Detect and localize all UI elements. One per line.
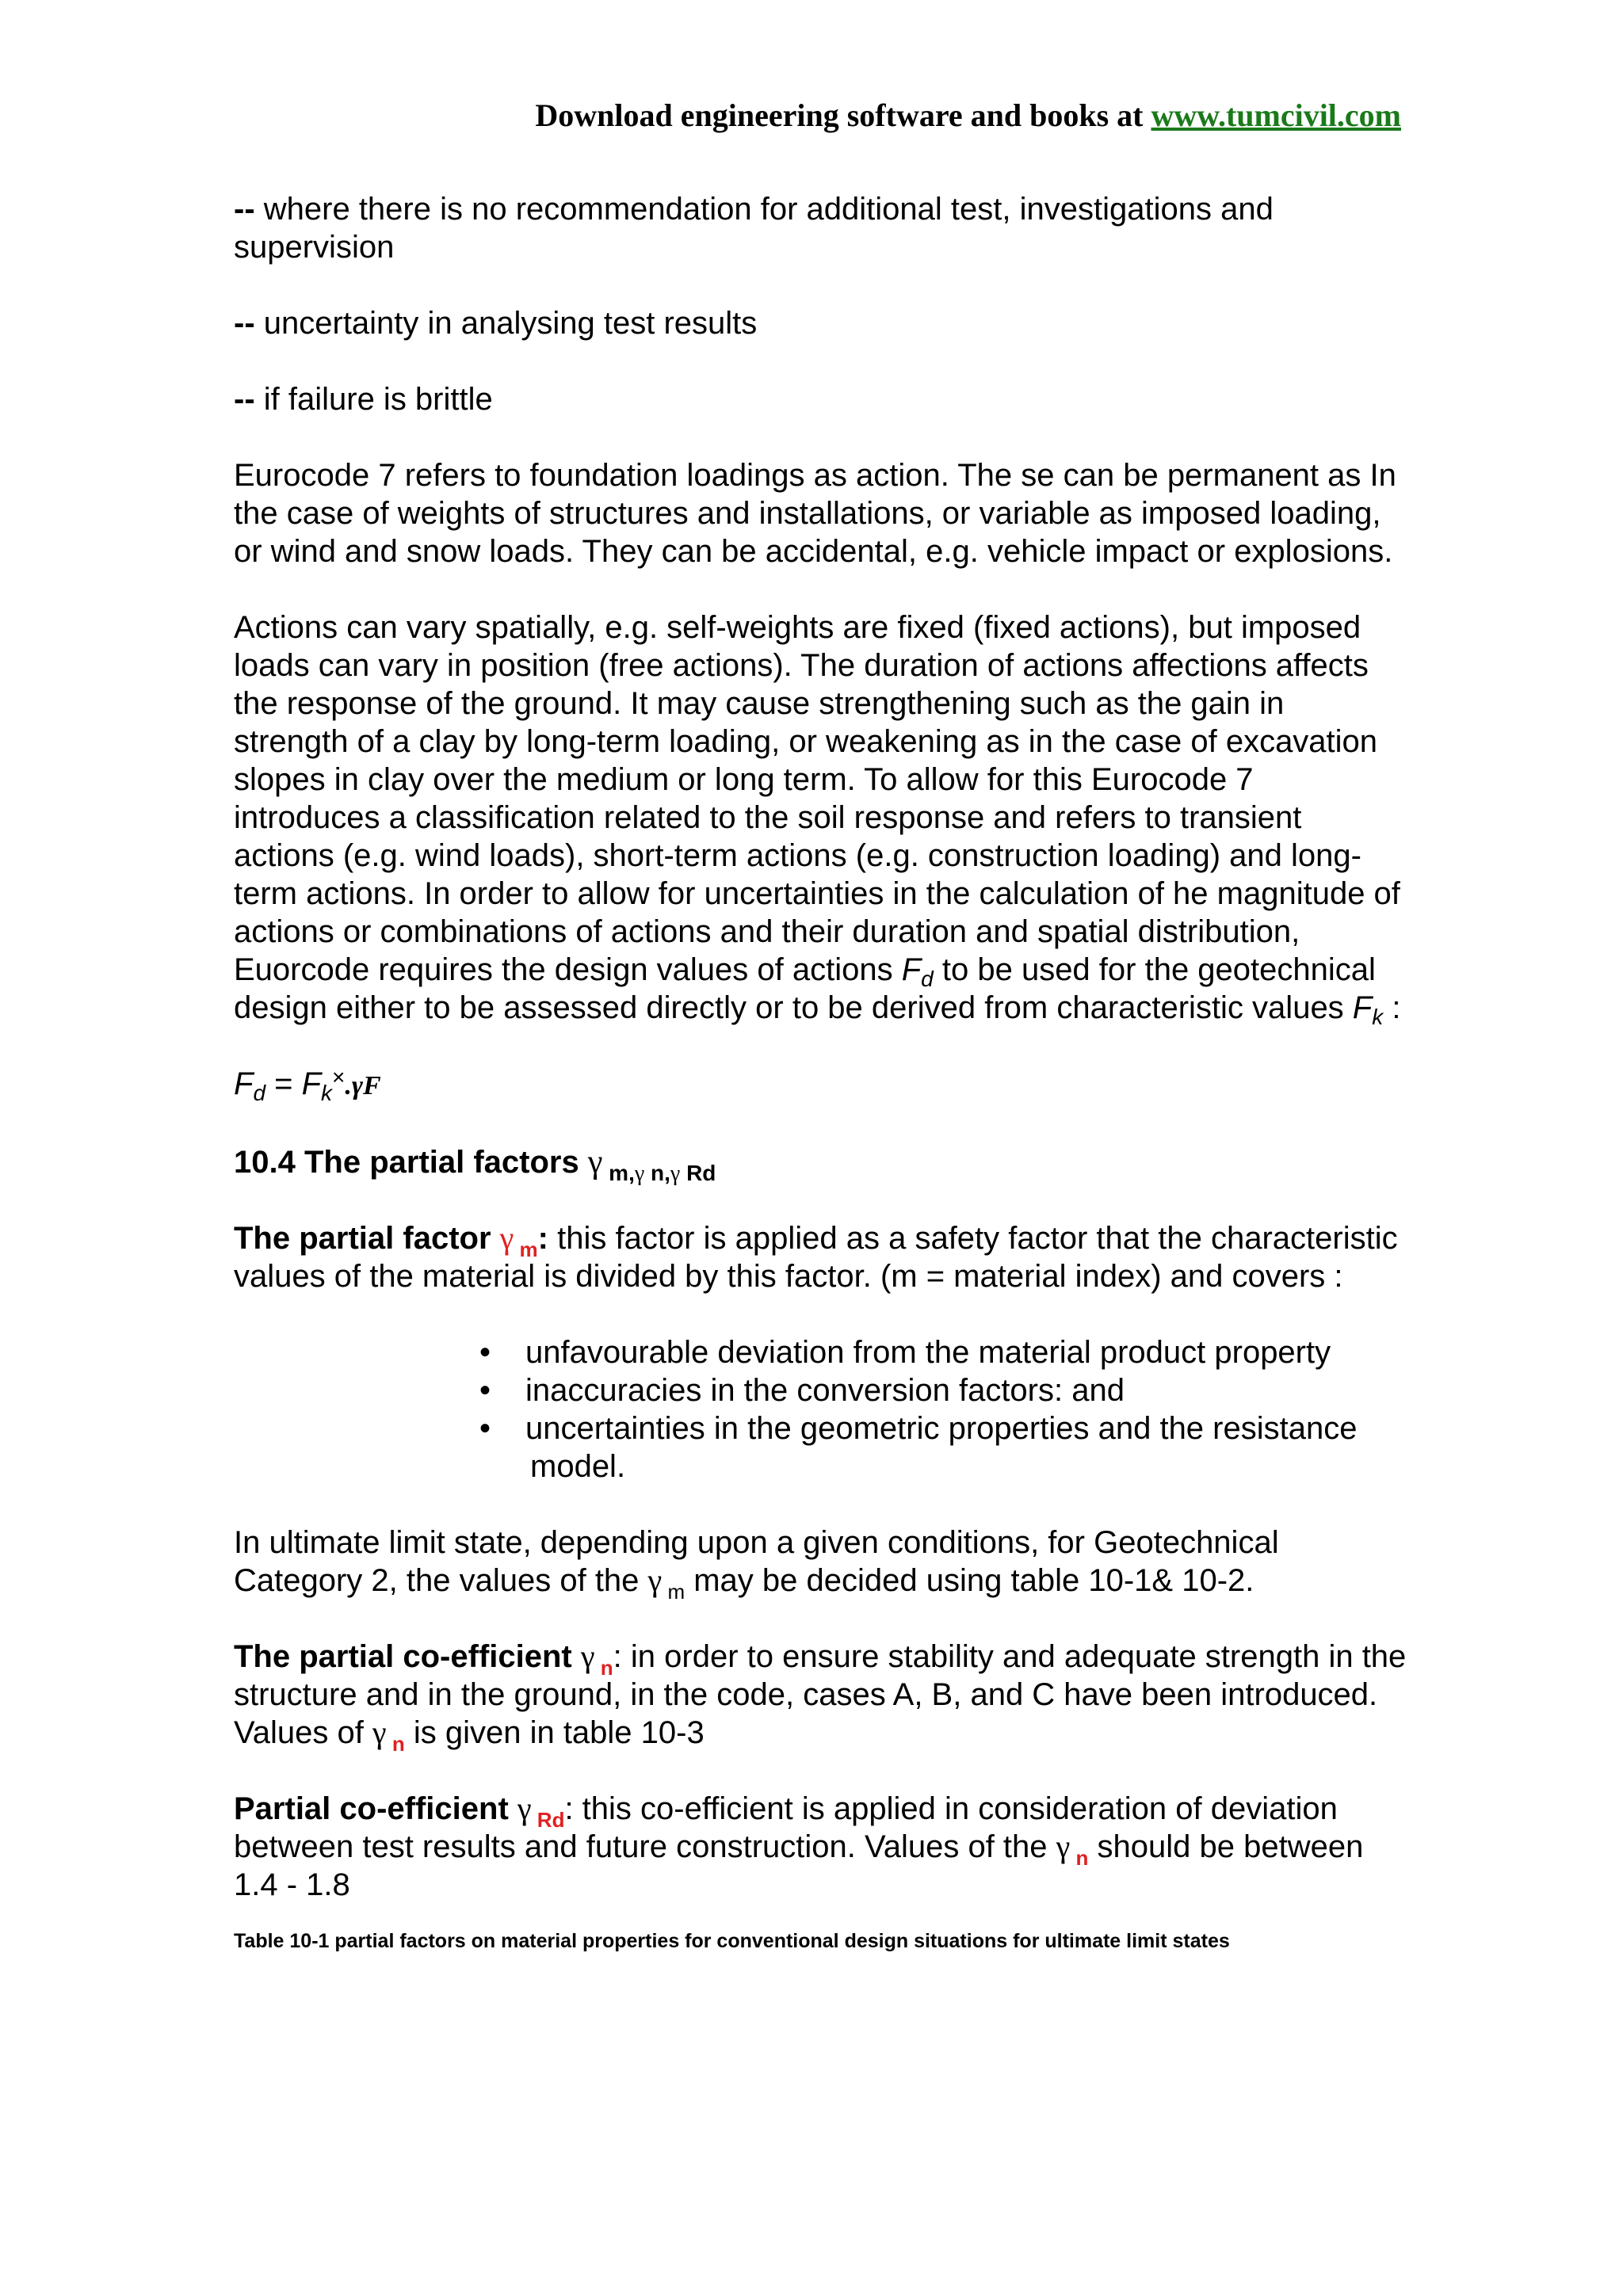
dash-marker: -- [234, 306, 255, 341]
gamma-sub: n [594, 1656, 613, 1680]
term-text: this factor is applied as a safety factor that the characteristic values of the material is divided by this factor. (m = material index) and covers : [234, 1221, 1398, 1294]
section-sub-rd: Rd [680, 1161, 716, 1185]
gamma-sub: n [1070, 1846, 1089, 1870]
formula-gamma-f: .γF [345, 1071, 381, 1100]
gamma-symbol: γ [580, 1638, 595, 1674]
list-item-text: uncertainty in analysing test results [254, 306, 758, 341]
section-sub-m: m, [602, 1161, 635, 1185]
formula-sub-k: k [321, 1081, 333, 1105]
design-formula [234, 1065, 1407, 1105]
ultimate-text-a: In ultimate limit state, depending upon a given conditions, for Geotechnical Category 2, the values of the [234, 1525, 1279, 1598]
section-heading [234, 1143, 1407, 1186]
paragraph-spatial-a: Actions can vary spatially, e.g. self-weights are fixed (fixed actions), but imposed loads can vary in position (free actions). The duration of actions affections affects the response of the ground. It may cause strengthening such as the gain in strength of a clay by long-term loading, or weakening as in the case of excavation slopes in clay over the medium or long term. To allow for this Eurocode 7 introduces a classification related to the soil response and refers to transient actions (e.g. wind loads), short-term actions (e.g. construction loading) and long-term actions. In order to allow for uncertainties in the calculation of he magnitude of actions or combinations of actions and their duration and spatial distribution, Euorcode requires the design values of actions [234, 610, 1400, 987]
bullet-list [234, 1333, 1407, 1486]
term-text-b: should be between 1.4 - 1.8 [234, 1829, 1364, 1902]
list-item [234, 1409, 1407, 1486]
paragraph-spatial-b: to be used for the geotechnical design either to be assessed directly or to be derived from characteristic values [234, 952, 1376, 1025]
dash-marker: -- [234, 382, 255, 417]
gamma-sub: m [662, 1580, 685, 1604]
term-colon: : [537, 1221, 548, 1256]
list-item-text: uncertainties in the geometric properties and the resistance [525, 1411, 1358, 1446]
main-content [234, 190, 1407, 1953]
table-caption: Table 10-1 partial factors on material properties for conventional design situations for ultimate limit states [234, 1930, 1230, 1952]
formula-equals: = [265, 1066, 302, 1101]
gamma-sub: Rd [531, 1808, 565, 1832]
list-item [234, 380, 1407, 418]
list-item-continuation: model. [530, 1449, 626, 1484]
gamma-symbol: γ [647, 1562, 663, 1598]
formula-sub-d: d [253, 1081, 266, 1105]
gamma-symbol: γ [499, 1220, 514, 1256]
gamma-sub: n [386, 1732, 405, 1756]
symbol-sub-k: k [1372, 1005, 1384, 1029]
gamma-symbol: γ [634, 1161, 645, 1186]
symbol-F: F [1352, 990, 1373, 1025]
section-sub-n: n, [644, 1161, 670, 1185]
symbol-F: F [901, 952, 922, 987]
list-item [234, 304, 1407, 342]
gamma-symbol: γ [670, 1161, 681, 1186]
term-text-a: : this co-efficient is applied in consideration of deviation between test results and future construction. Values of the [234, 1791, 1338, 1864]
gamma-symbol: γ [1056, 1829, 1071, 1864]
header-prefix: Download engineering software and books at [535, 97, 1151, 133]
paragraph-actions: Eurocode 7 refers to foundation loadings as action. The se can be permanent as In the case of weights of structures and installations, or variable as imposed loading, or wind and snow loads. They can be accidental, e.g. vehicle impact or explosions. [234, 458, 1396, 569]
paragraph-gamma-rd [234, 1790, 1407, 1904]
ultimate-text-b: may be decided using table 10-1& 10-2. [685, 1563, 1254, 1598]
paragraph-gamma-n [234, 1638, 1407, 1756]
term-lead: The partial factor [234, 1221, 500, 1256]
term-lead: The partial co-efficient [234, 1639, 581, 1674]
paragraph-ultimate [234, 1524, 1407, 1604]
section-title: 10.4 The partial factors [234, 1145, 588, 1180]
gamma-symbol: γ [587, 1144, 603, 1180]
term-lead: Partial co-efficient [234, 1791, 517, 1826]
list-item [234, 190, 1407, 266]
formula-times: × [332, 1065, 346, 1089]
header-link[interactable]: www.tumcivil.com [1151, 97, 1401, 133]
paragraph-gamma-m [234, 1219, 1407, 1295]
term-text-b: is given in table 10-3 [404, 1715, 705, 1750]
formula-F: F [234, 1066, 254, 1101]
list-item: • inaccuracies in the conversion factors: and [234, 1371, 1407, 1409]
list-item-text: where there is no recommendation for additional test, investigations and supervision [234, 192, 1274, 265]
list-item: • unfavourable deviation from the material product property [234, 1333, 1407, 1371]
dash-marker: -- [234, 192, 255, 227]
gamma-symbol: γ [372, 1714, 387, 1750]
page-header [535, 97, 1401, 134]
gamma-symbol: γ [517, 1791, 532, 1826]
gamma-sub: m [514, 1238, 538, 1261]
formula-F: F [301, 1066, 322, 1101]
list-item-text: if failure is brittle [254, 382, 493, 417]
paragraph-spatial-c: : [1383, 990, 1401, 1025]
symbol-sub-d: d [921, 967, 934, 991]
term-text-a: : in order to ensure stability and adequate strength in the structure and in the ground, in the code, cases A, B, and C have been introduced. Values of [234, 1639, 1407, 1750]
paragraph-spatial [234, 608, 1407, 1027]
